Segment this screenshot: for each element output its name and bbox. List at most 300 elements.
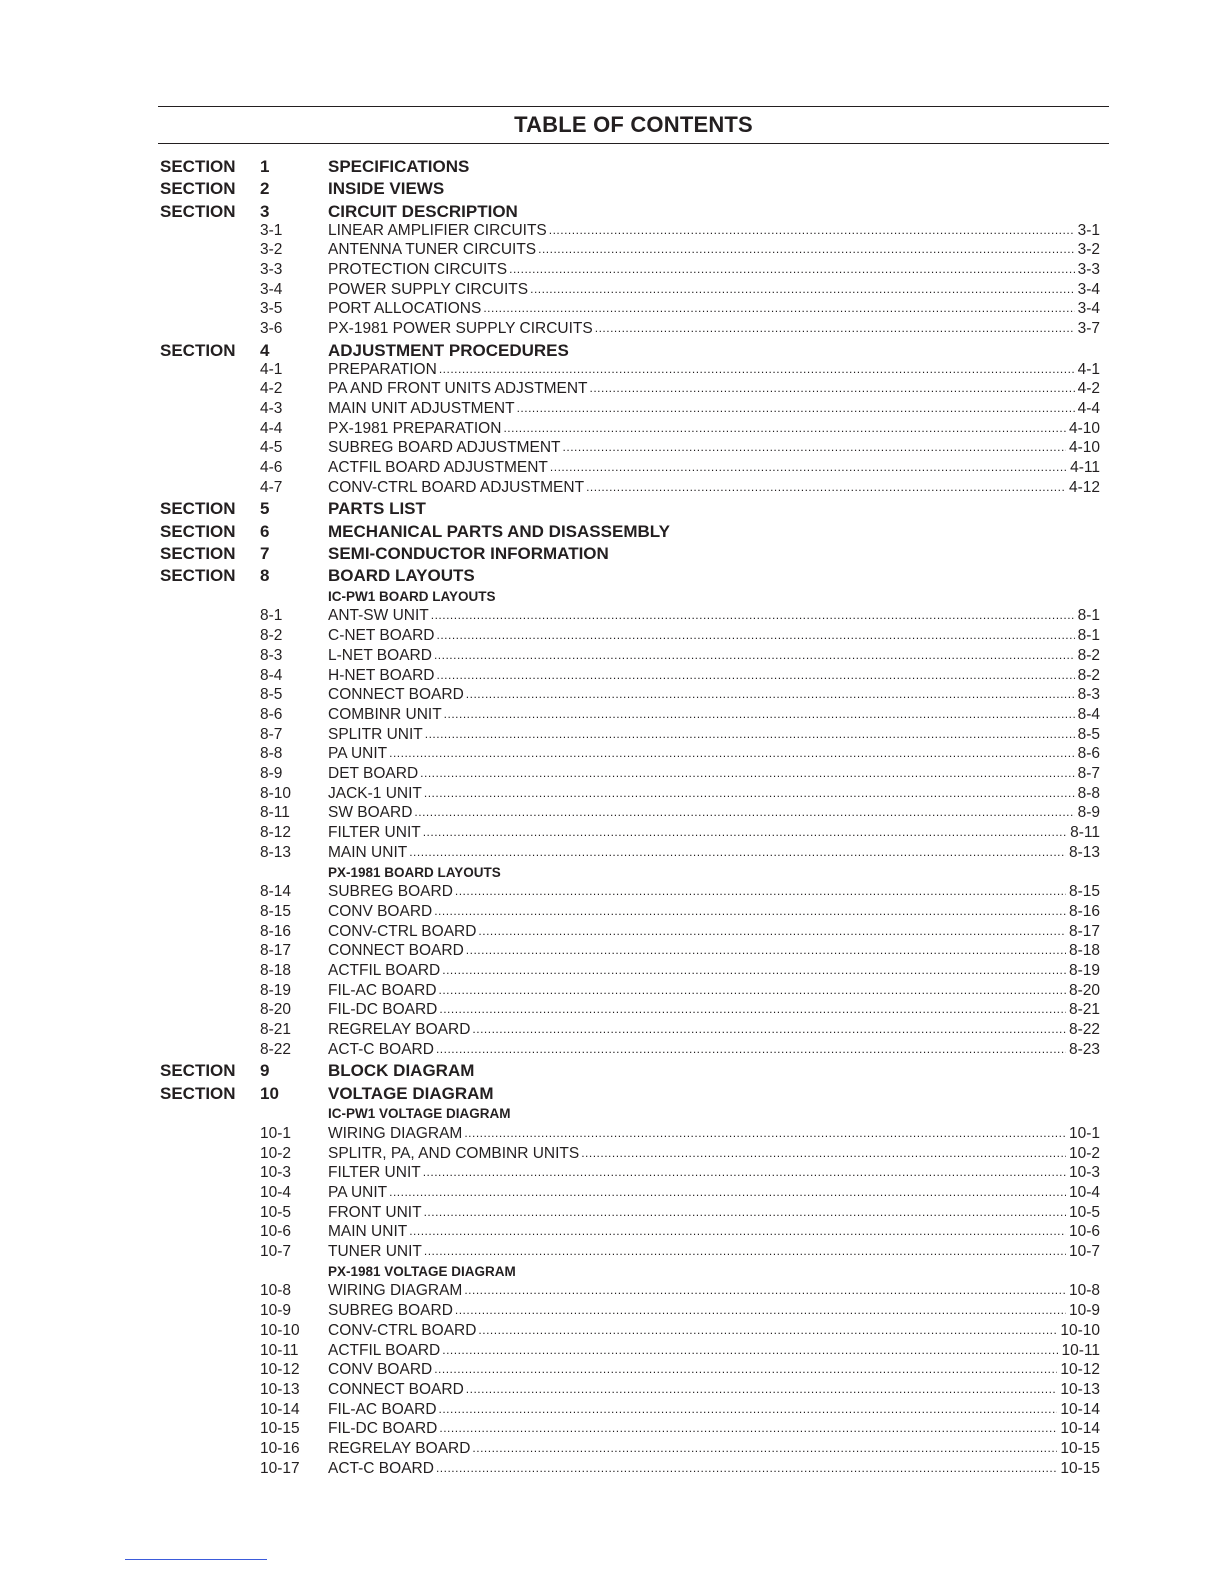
- entry-page: 10-3: [1068, 1164, 1100, 1182]
- entry-number: 3-2: [260, 241, 283, 259]
- dot-leader: [409, 842, 1066, 862]
- dot-leader: [436, 1039, 1066, 1059]
- dot-leader: [424, 1241, 1066, 1261]
- dot-leader: [549, 220, 1075, 240]
- toc-entry-row: [0, 1439, 1224, 1459]
- section-number: 10: [260, 1083, 279, 1103]
- entry-number: 10-10: [260, 1321, 300, 1339]
- entry-number: 8-2: [260, 627, 283, 645]
- toc-entry-row: [0, 1000, 1224, 1020]
- entry-leader: [328, 941, 1100, 961]
- entry-number: 8-14: [260, 883, 292, 901]
- entry-title: PREPARATION: [328, 360, 437, 378]
- dot-leader: [472, 1438, 1057, 1458]
- toc-entry-row: [0, 1203, 1224, 1223]
- section-label: SECTION: [160, 499, 236, 519]
- dot-leader: [444, 704, 1075, 724]
- toc-entry-row: [0, 666, 1224, 686]
- entry-number: 4-5: [260, 439, 283, 457]
- entry-leader: [328, 705, 1100, 725]
- toc-entry-row: [0, 1222, 1224, 1242]
- entry-leader: [328, 823, 1100, 843]
- entry-leader: [328, 1183, 1100, 1203]
- dot-leader: [389, 1182, 1066, 1202]
- entry-leader: [328, 803, 1100, 823]
- toc-entry-row: [0, 1183, 1224, 1203]
- dot-leader: [455, 1300, 1066, 1320]
- entry-number: 3-3: [260, 261, 283, 278]
- entry-leader: [328, 240, 1100, 260]
- entry-page: 10-6: [1068, 1223, 1100, 1241]
- entry-leader: [328, 1301, 1100, 1321]
- entry-page: 10-13: [1060, 1380, 1100, 1398]
- entry-title: ACT-C BOARD: [328, 1459, 434, 1477]
- toc-entry-row: [0, 941, 1224, 961]
- entry-number: 3-5: [260, 300, 283, 318]
- entry-number: 8-7: [260, 725, 283, 743]
- toc-entry-row: [0, 823, 1224, 843]
- dot-leader: [581, 1143, 1066, 1163]
- section-label: SECTION: [160, 1061, 236, 1081]
- toc-entry-row: [0, 1124, 1224, 1144]
- entry-title: JACK-1 UNIT: [328, 784, 422, 802]
- entry-title: REGRELAY BOARD: [328, 1440, 471, 1457]
- entry-leader: [328, 1321, 1100, 1341]
- entry-title: ACTFIL BOARD: [328, 962, 441, 979]
- entry-leader: [328, 1020, 1100, 1040]
- dot-leader: [517, 398, 1075, 418]
- entry-leader: [328, 1380, 1100, 1400]
- entry-leader: [328, 399, 1100, 419]
- dot-leader: [586, 477, 1066, 497]
- entry-number: 10-2: [260, 1144, 292, 1162]
- toc-entry-row: [0, 784, 1224, 804]
- entry-page: 3-7: [1077, 320, 1100, 338]
- entry-leader: [328, 1203, 1100, 1223]
- entry-title: ACT-C BOARD: [328, 1040, 434, 1058]
- toc-section-row: [0, 202, 1224, 222]
- entry-page: 8-21: [1068, 1001, 1100, 1019]
- section-label: SECTION: [160, 340, 236, 360]
- entry-leader: [328, 221, 1100, 241]
- entry-number: 10-8: [260, 1282, 292, 1300]
- entry-title: CONV BOARD: [328, 902, 433, 920]
- entry-page: 10-10: [1060, 1321, 1100, 1339]
- dot-leader: [478, 1320, 1057, 1340]
- entry-title: SPLITR, PA, AND COMBINR UNITS: [328, 1144, 580, 1162]
- entry-title: ANTENNA TUNER CIRCUITS: [328, 241, 537, 259]
- toc-entry-row: [0, 1020, 1224, 1040]
- toc-entry-row: [0, 1380, 1224, 1400]
- entry-page: 8-6: [1077, 745, 1100, 763]
- dot-leader: [466, 940, 1066, 960]
- entry-page: 8-19: [1068, 962, 1100, 979]
- entry-number: 8-9: [260, 765, 283, 782]
- entry-title: ANT-SW UNIT: [328, 607, 429, 625]
- section-label: SECTION: [160, 157, 236, 176]
- entry-page: 10-15: [1060, 1440, 1100, 1457]
- entry-leader: [328, 1124, 1100, 1144]
- entry-title: PA UNIT: [328, 745, 388, 763]
- dot-leader: [424, 1202, 1066, 1222]
- toc-entry-row: [0, 1301, 1224, 1321]
- entry-page: 10-1: [1068, 1124, 1100, 1142]
- entry-page: 8-9: [1077, 804, 1100, 822]
- toc-entry-row: [0, 1281, 1224, 1301]
- entry-page: 8-20: [1068, 981, 1100, 999]
- dot-leader: [434, 645, 1075, 665]
- section-number: 7: [260, 543, 270, 563]
- entry-title: SUBREG BOARD ADJUSTMENT: [328, 439, 561, 457]
- entry-page: 8-13: [1068, 843, 1100, 861]
- entry-number: 3-6: [260, 320, 283, 338]
- toc-entry-row: [0, 764, 1224, 784]
- entry-leader: [328, 922, 1100, 942]
- entry-number: 4-1: [260, 360, 283, 378]
- section-number: 3: [260, 201, 270, 221]
- title-underline-rule: [158, 143, 1109, 144]
- entry-title: FILTER UNIT: [328, 1164, 421, 1182]
- entry-number: 8-4: [260, 666, 283, 684]
- page-title: TABLE OF CONTENTS: [514, 112, 753, 137]
- footer-line: [125, 1559, 267, 1560]
- entry-page: 8-1: [1077, 607, 1100, 625]
- toc-entry-row: [0, 280, 1224, 300]
- dot-leader: [563, 437, 1066, 457]
- entry-page: 8-18: [1068, 942, 1100, 960]
- entry-page: 10-12: [1060, 1361, 1100, 1379]
- toc-entry-row: [0, 882, 1224, 902]
- entry-number: 3-1: [260, 221, 283, 239]
- entry-page: 10-11: [1061, 1341, 1100, 1359]
- entry-title: C-NET BOARD: [328, 627, 435, 645]
- entry-leader: [328, 744, 1100, 764]
- dot-leader: [420, 763, 1074, 783]
- dot-leader: [464, 1123, 1066, 1143]
- entry-page: 8-16: [1068, 902, 1100, 920]
- entry-leader: [328, 882, 1100, 902]
- toc-entry-row: [0, 221, 1224, 241]
- section-title: ADJUSTMENT PROCEDURES: [328, 340, 569, 360]
- entry-page: 4-1: [1077, 360, 1100, 378]
- entry-page: 10-4: [1068, 1183, 1100, 1201]
- entry-leader: [328, 666, 1100, 686]
- entry-page: 8-2: [1077, 666, 1100, 684]
- entry-leader: [328, 725, 1100, 745]
- entry-page: 4-4: [1077, 400, 1100, 417]
- entry-title: CONV-CTRL BOARD: [328, 1321, 477, 1339]
- toc-entry-row: [0, 438, 1224, 458]
- toc-entry-row: [0, 299, 1224, 319]
- entry-leader: [328, 626, 1100, 646]
- entry-number: 8-16: [260, 922, 292, 940]
- toc-entry-row: [0, 1341, 1224, 1361]
- dot-leader: [530, 279, 1074, 299]
- entry-page: 10-14: [1060, 1400, 1100, 1418]
- dot-leader: [439, 980, 1066, 1000]
- toc-group-heading: [0, 587, 1224, 607]
- entry-leader: [328, 280, 1100, 300]
- entry-page: 8-17: [1068, 922, 1100, 940]
- entry-title: SUBREG BOARD: [328, 883, 453, 901]
- toc-entry-row: [0, 1040, 1224, 1060]
- entry-leader: [328, 458, 1100, 478]
- dot-leader: [423, 1162, 1066, 1182]
- dot-leader: [424, 783, 1075, 803]
- entry-title: H-NET BOARD: [328, 666, 435, 684]
- dot-leader: [538, 239, 1074, 259]
- entry-title: CONV-CTRL BOARD: [328, 922, 477, 940]
- dot-leader: [437, 665, 1075, 685]
- toc-entry-row: [0, 240, 1224, 260]
- entry-page: 10-7: [1068, 1243, 1100, 1260]
- toc-entry-row: [0, 1144, 1224, 1164]
- entry-leader: [328, 260, 1100, 280]
- entry-title: PX-1981 PREPARATION: [328, 419, 502, 437]
- entry-title: CONV-CTRL BOARD ADJUSTMENT: [328, 478, 585, 496]
- entry-number: 4-2: [260, 380, 283, 398]
- entry-title: SW BOARD: [328, 804, 413, 822]
- toc-group-heading: [0, 863, 1224, 883]
- dot-leader: [439, 999, 1066, 1019]
- entry-title: CONV BOARD: [328, 1361, 433, 1379]
- dot-leader: [595, 318, 1075, 338]
- dot-leader: [439, 1399, 1058, 1419]
- entry-title: POWER SUPPLY CIRCUITS: [328, 280, 529, 298]
- dot-leader: [442, 1340, 1058, 1360]
- dot-leader: [425, 724, 1075, 744]
- entry-number: 8-5: [260, 686, 283, 704]
- entry-title: FIL-DC BOARD: [328, 1001, 438, 1019]
- entry-leader: [328, 1439, 1100, 1459]
- entry-leader: [328, 360, 1100, 380]
- toc-entry-row: [0, 685, 1224, 705]
- entry-number: 8-10: [260, 784, 292, 802]
- toc-entry-row: [0, 705, 1224, 725]
- toc-entry-row: [0, 902, 1224, 922]
- entry-page: 8-15: [1068, 883, 1100, 901]
- entry-page: 8-11: [1070, 824, 1100, 842]
- entry-page: 8-4: [1077, 705, 1100, 723]
- entry-number: 10-7: [260, 1243, 292, 1260]
- toc-group-heading: [0, 1104, 1224, 1124]
- entry-title: PX-1981 POWER SUPPLY CIRCUITS: [328, 320, 593, 338]
- toc-entry-row: [0, 843, 1224, 863]
- entry-number: 8-17: [260, 942, 292, 960]
- entry-leader: [328, 1419, 1100, 1439]
- entry-title: SUBREG BOARD: [328, 1302, 453, 1320]
- entry-page: 8-23: [1068, 1040, 1100, 1058]
- section-title: SPECIFICATIONS: [328, 157, 470, 176]
- dot-leader: [439, 1418, 1057, 1438]
- toc-group-heading: [0, 1262, 1224, 1282]
- section-title: BLOCK DIAGRAM: [328, 1061, 475, 1081]
- section-label: SECTION: [160, 1083, 236, 1103]
- entry-number: 10-17: [260, 1459, 300, 1477]
- dot-leader: [472, 1019, 1066, 1039]
- group-title: PX-1981 BOARD LAYOUTS: [328, 864, 501, 880]
- entry-leader: [328, 764, 1100, 784]
- entry-number: 8-8: [260, 745, 283, 763]
- entry-leader: [328, 478, 1100, 498]
- toc-section-row: [0, 544, 1224, 564]
- entry-page: 10-14: [1060, 1420, 1100, 1438]
- toc-section-row: [0, 499, 1224, 519]
- entry-title: PORT ALLOCATIONS: [328, 300, 482, 318]
- entry-leader: [328, 981, 1100, 1001]
- entry-page: 8-5: [1077, 725, 1100, 743]
- entry-title: CONNECT BOARD: [328, 942, 464, 960]
- entry-number: 4-6: [260, 459, 283, 477]
- dot-leader: [434, 1359, 1057, 1379]
- entry-number: 10-3: [260, 1164, 292, 1182]
- entry-title: FIL-DC BOARD: [328, 1420, 438, 1438]
- group-title: IC-PW1 BOARD LAYOUTS: [328, 588, 496, 604]
- toc-entry-row: [0, 646, 1224, 666]
- entry-title: MAIN UNIT: [328, 1223, 408, 1241]
- section-label: SECTION: [160, 201, 236, 221]
- entry-leader: [328, 1222, 1100, 1242]
- group-title: IC-PW1 VOLTAGE DIAGRAM: [328, 1106, 511, 1122]
- dot-leader: [389, 743, 1074, 763]
- toc-section-row: [0, 1061, 1224, 1081]
- toc-section-row: [0, 522, 1224, 542]
- dot-leader: [503, 418, 1066, 438]
- entry-page: 3-2: [1077, 241, 1100, 259]
- entry-page: 8-1: [1077, 627, 1100, 645]
- entry-title: ACTFIL BOARD: [328, 1341, 441, 1359]
- toc-entry-row: [0, 1242, 1224, 1262]
- entry-number: 10-13: [260, 1380, 300, 1398]
- toc-entry-row: [0, 803, 1224, 823]
- section-title: MECHANICAL PARTS AND DISASSEMBLY: [328, 521, 670, 541]
- entry-number: 8-18: [260, 962, 292, 979]
- entry-leader: [328, 784, 1100, 804]
- entry-leader: [328, 1144, 1100, 1164]
- dot-leader: [423, 822, 1067, 842]
- toc-entry-row: [0, 379, 1224, 399]
- top-rule: [158, 106, 1109, 107]
- entry-page: 3-4: [1077, 300, 1100, 318]
- dot-leader: [466, 684, 1075, 704]
- entry-number: 10-14: [260, 1400, 300, 1418]
- section-label: SECTION: [160, 521, 236, 541]
- section-number: 4: [260, 340, 270, 360]
- section-title: BOARD LAYOUTS: [328, 566, 475, 586]
- entry-title: MAIN UNIT ADJUSTMENT: [328, 400, 515, 417]
- toc-entry-row: [0, 606, 1224, 626]
- entry-number: 4-7: [260, 478, 283, 496]
- toc-entry-row: [0, 1321, 1224, 1341]
- section-number: 6: [260, 521, 270, 541]
- entry-number: 8-20: [260, 1001, 292, 1019]
- dot-leader: [439, 359, 1075, 379]
- entry-title: PA UNIT: [328, 1183, 388, 1201]
- section-title: SEMI-CONDUCTOR INFORMATION: [328, 543, 609, 563]
- entry-number: 10-1: [260, 1124, 292, 1142]
- entry-number: 10-12: [260, 1361, 300, 1379]
- toc-entry-row: [0, 399, 1224, 419]
- toc-section-row: [0, 341, 1224, 361]
- entry-page: 3-3: [1077, 261, 1100, 278]
- entry-leader: [328, 1163, 1100, 1183]
- toc-entry-row: [0, 1163, 1224, 1183]
- dot-leader: [464, 1280, 1066, 1300]
- entry-number: 8-22: [260, 1040, 292, 1058]
- toc-entry-row: [0, 260, 1224, 280]
- entry-title: FILTER UNIT: [328, 824, 421, 842]
- entry-leader: [328, 438, 1100, 458]
- entry-number: 10-4: [260, 1183, 292, 1201]
- entry-number: 10-5: [260, 1203, 292, 1221]
- dot-leader: [436, 1458, 1057, 1478]
- entry-title: LINEAR AMPLIFIER CIRCUITS: [328, 221, 547, 239]
- entry-page: 4-12: [1068, 478, 1100, 496]
- entry-page: 10-15: [1060, 1459, 1100, 1477]
- dot-leader: [434, 901, 1066, 921]
- toc-entry-row: [0, 961, 1224, 981]
- entry-leader: [328, 646, 1100, 666]
- entry-page: 8-2: [1077, 646, 1100, 664]
- entry-page: 10-8: [1068, 1282, 1100, 1300]
- dot-leader: [483, 298, 1074, 318]
- entry-title: L-NET BOARD: [328, 646, 432, 664]
- section-number: 9: [260, 1061, 270, 1081]
- entry-page: 4-10: [1068, 439, 1100, 457]
- entry-title: DET BOARD: [328, 765, 419, 782]
- toc-entry-row: [0, 744, 1224, 764]
- section-title: INSIDE VIEWS: [328, 179, 445, 199]
- toc-entry-row: [0, 1459, 1224, 1479]
- toc-section-row: [0, 1084, 1224, 1104]
- entry-page: 10-9: [1068, 1302, 1100, 1320]
- toc-entry-row: [0, 626, 1224, 646]
- entry-page: 4-2: [1077, 380, 1100, 398]
- dot-leader: [409, 1221, 1066, 1241]
- entry-page: 4-10: [1068, 419, 1100, 437]
- toc-entry-row: [0, 360, 1224, 380]
- entry-leader: [328, 902, 1100, 922]
- group-title: PX-1981 VOLTAGE DIAGRAM: [328, 1263, 516, 1279]
- entry-page: 4-11: [1070, 459, 1100, 477]
- entry-number: 3-4: [260, 280, 283, 298]
- entry-title: CONNECT BOARD: [328, 1380, 464, 1398]
- dot-leader: [431, 605, 1075, 625]
- entry-leader: [328, 1459, 1100, 1479]
- toc-entry-row: [0, 458, 1224, 478]
- entry-page: 3-4: [1077, 280, 1100, 298]
- toc-section-row: [0, 566, 1224, 586]
- entry-number: 8-13: [260, 843, 292, 861]
- entry-number: 4-4: [260, 419, 283, 437]
- entry-title: TUNER UNIT: [328, 1243, 422, 1260]
- dot-leader: [509, 259, 1074, 279]
- entry-page: 10-5: [1068, 1203, 1100, 1221]
- entry-number: 10-16: [260, 1440, 300, 1457]
- toc-entry-row: [0, 981, 1224, 1001]
- entry-leader: [328, 319, 1100, 339]
- entry-leader: [328, 1040, 1100, 1060]
- entry-title: WIRING DIAGRAM: [328, 1282, 463, 1300]
- entry-number: 10-15: [260, 1420, 300, 1438]
- entry-title: MAIN UNIT: [328, 843, 408, 861]
- toc-section-row: [0, 179, 1224, 199]
- entry-page: 8-3: [1077, 686, 1100, 704]
- dot-leader: [590, 378, 1075, 398]
- toc-entry-row: [0, 725, 1224, 745]
- toc-entry-row: [0, 1360, 1224, 1380]
- dot-leader: [437, 625, 1075, 645]
